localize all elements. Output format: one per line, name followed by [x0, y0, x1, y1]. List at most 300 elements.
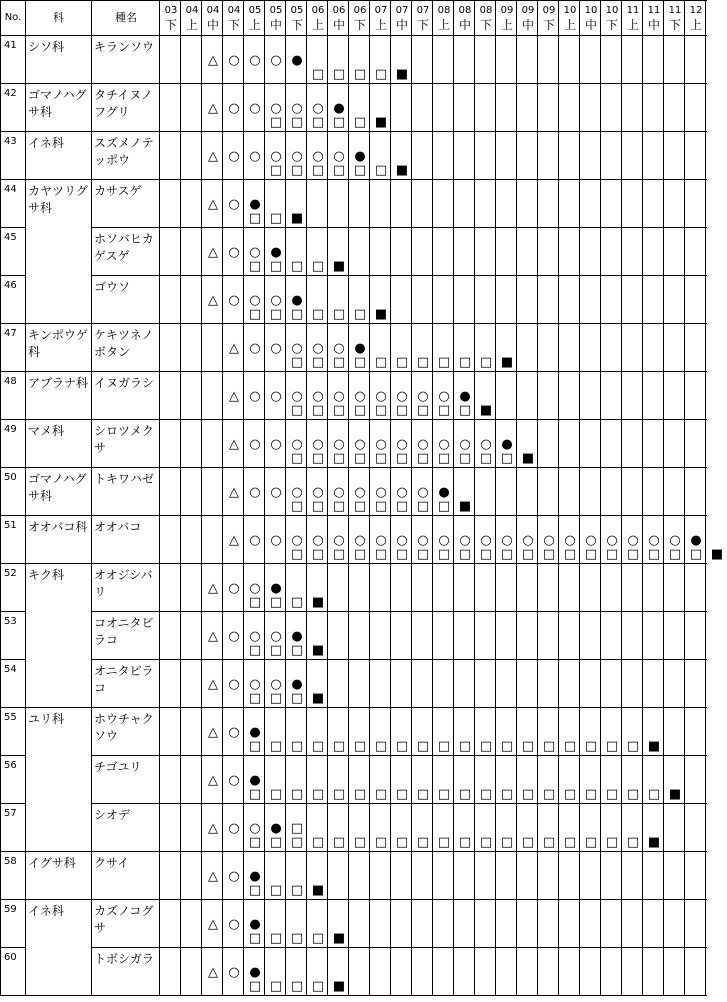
flowering-peak-mark: ● — [291, 677, 303, 692]
grid-line-v — [705, 0, 706, 996]
growth-mark: ○ — [270, 53, 282, 68]
presence-square: □ — [542, 835, 556, 850]
end-mark: ■ — [458, 499, 472, 514]
species-name: クサイ — [94, 856, 130, 870]
presence-square: □ — [395, 355, 409, 370]
presence-square: □ — [290, 307, 304, 322]
header-period-month: 11 — [647, 5, 661, 16]
header-period-month: 11 — [668, 5, 682, 16]
growth-mark: ○ — [270, 101, 282, 116]
header-period-month: 12 — [689, 5, 703, 16]
growth-mark: ○ — [249, 245, 261, 260]
presence-square: □ — [332, 451, 346, 466]
growth-mark: ○ — [228, 245, 240, 260]
presence-square: □ — [290, 835, 304, 850]
grid-line-v — [537, 0, 538, 996]
grid-line-v — [579, 0, 580, 996]
species-name: スズメノテッポウ — [94, 136, 154, 167]
presence-square: □ — [437, 739, 451, 754]
growth-mark: ○ — [375, 485, 387, 500]
end-mark: ■ — [668, 787, 682, 802]
presence-square: □ — [416, 547, 430, 562]
germination-mark: △ — [208, 581, 218, 596]
header-period-month: 06 — [332, 5, 346, 16]
presence-square: □ — [416, 835, 430, 850]
grid-line-h — [92, 179, 707, 180]
growth-mark: ○ — [375, 533, 387, 548]
end-mark: ■ — [395, 67, 409, 82]
growth-mark: ○ — [396, 533, 408, 548]
presence-square: □ — [500, 835, 514, 850]
grid-line-v — [285, 0, 286, 996]
growth-mark: ○ — [438, 389, 450, 404]
grid-line-v — [621, 0, 622, 996]
end-mark: ■ — [710, 547, 724, 562]
species-name: チゴユリ — [94, 760, 142, 774]
presence-square: □ — [311, 403, 325, 418]
presence-square: □ — [290, 115, 304, 130]
growth-mark: ○ — [333, 149, 345, 164]
germination-mark: △ — [208, 101, 218, 116]
row-number: 55 — [4, 712, 17, 723]
growth-mark: ○ — [396, 389, 408, 404]
header-period-part: 上 — [374, 18, 387, 32]
end-mark: ■ — [290, 211, 304, 226]
growth-mark: ○ — [270, 437, 282, 452]
header-period-part: 上 — [437, 18, 450, 32]
species-name: オオジシバリ — [94, 568, 153, 599]
grid-line-h — [0, 131, 26, 132]
presence-square: □ — [290, 451, 304, 466]
presence-square: □ — [353, 451, 367, 466]
species-name: オニタビラコ — [94, 664, 154, 695]
presence-square: □ — [269, 835, 283, 850]
presence-square: □ — [500, 787, 514, 802]
grid-line-h — [0, 611, 26, 612]
grid-line-v — [369, 0, 370, 996]
grid-line-h — [92, 467, 707, 468]
row-number: 45 — [4, 232, 17, 243]
germination-mark: △ — [208, 149, 218, 164]
growth-mark: ○ — [501, 533, 513, 548]
growth-mark: ○ — [354, 437, 366, 452]
presence-square: □ — [311, 499, 325, 514]
presence-square: □ — [374, 499, 388, 514]
presence-square: □ — [437, 451, 451, 466]
presence-square: □ — [479, 547, 493, 562]
family-name: キンポウゲ科 — [28, 328, 88, 359]
presence-square: □ — [332, 787, 346, 802]
grid-line-v — [243, 0, 244, 996]
presence-square: □ — [311, 451, 325, 466]
presence-square: □ — [458, 403, 472, 418]
species-name: トキワハゼ — [94, 472, 155, 486]
growth-mark: ○ — [459, 437, 471, 452]
presence-square: □ — [248, 979, 262, 994]
species-name: ホウチャクソウ — [94, 712, 154, 743]
presence-square: □ — [605, 739, 619, 754]
presence-square: □ — [290, 821, 304, 836]
grid-line-h — [0, 659, 26, 660]
growth-mark: ○ — [459, 533, 471, 548]
flowering-peak-mark: ● — [354, 149, 366, 164]
presence-square: □ — [248, 211, 262, 226]
presence-square: □ — [458, 835, 472, 850]
grid-line-h — [25, 707, 93, 708]
grid-line-v — [558, 0, 559, 996]
end-mark: ■ — [311, 691, 325, 706]
header-species: 種名 — [115, 11, 137, 24]
end-mark: ■ — [311, 595, 325, 610]
end-mark: ■ — [332, 259, 346, 274]
presence-square: □ — [395, 451, 409, 466]
grid-line-h — [0, 563, 26, 564]
growth-mark: ○ — [312, 101, 324, 116]
presence-square: □ — [290, 355, 304, 370]
grid-line-h — [0, 803, 26, 804]
header-period-month: 06 — [311, 5, 325, 16]
presence-square: □ — [458, 355, 472, 370]
species-name: ホソバヒカゲスゲ — [94, 232, 154, 263]
grid-line-v — [684, 0, 685, 996]
header-period-part: 中 — [584, 18, 597, 32]
growth-mark: ○ — [249, 149, 261, 164]
presence-square: □ — [248, 691, 262, 706]
grid-line-h — [92, 851, 707, 852]
presence-square: □ — [647, 787, 661, 802]
grid-line-v — [91, 0, 92, 996]
family-name: マメ科 — [28, 424, 65, 438]
growth-mark: ○ — [291, 389, 303, 404]
grid-line-v — [201, 0, 202, 996]
growth-mark: ○ — [396, 437, 408, 452]
germination-mark: △ — [229, 341, 239, 356]
growth-mark: ○ — [522, 533, 534, 548]
grid-line-h — [92, 611, 707, 612]
growth-mark: ○ — [228, 821, 240, 836]
grid-line-h — [25, 467, 93, 468]
presence-square: □ — [311, 307, 325, 322]
germination-mark: △ — [208, 869, 218, 884]
presence-square: □ — [437, 835, 451, 850]
header-period-part: 中 — [395, 18, 408, 32]
header-period-month: 10 — [563, 5, 577, 16]
row-number: 56 — [4, 760, 17, 771]
growth-mark: ○ — [669, 533, 681, 548]
presence-square: □ — [458, 739, 472, 754]
grid-line-h — [0, 755, 26, 756]
presence-square: □ — [458, 547, 472, 562]
growth-mark: ○ — [648, 533, 660, 548]
presence-square: □ — [374, 835, 388, 850]
grid-line-v — [411, 0, 412, 996]
grid-line-v — [327, 0, 328, 996]
growth-mark: ○ — [228, 101, 240, 116]
presence-square: □ — [563, 835, 577, 850]
presence-square: □ — [290, 259, 304, 274]
growth-mark: ○ — [228, 629, 240, 644]
grid-line-h — [92, 899, 707, 900]
presence-square: □ — [290, 979, 304, 994]
growth-mark: ○ — [480, 533, 492, 548]
header-period-part: 下 — [542, 18, 555, 32]
growth-mark: ○ — [228, 773, 240, 788]
germination-mark: △ — [208, 965, 218, 980]
presence-square: □ — [269, 115, 283, 130]
flowering-peak-mark: ● — [501, 437, 513, 452]
presence-square: □ — [353, 499, 367, 514]
growth-mark: ○ — [312, 485, 324, 500]
growth-mark: ○ — [312, 533, 324, 548]
header-period-part: 上 — [626, 18, 639, 32]
species-name: キランソウ — [94, 40, 155, 54]
presence-square: □ — [542, 547, 556, 562]
presence-square: □ — [311, 835, 325, 850]
species-name: カサスゲ — [94, 184, 142, 198]
presence-square: □ — [269, 163, 283, 178]
presence-square: □ — [500, 547, 514, 562]
presence-square: □ — [647, 547, 661, 562]
presence-square: □ — [290, 787, 304, 802]
presence-square: □ — [479, 787, 493, 802]
grid-line-h — [25, 179, 93, 180]
grid-line-v — [25, 0, 26, 996]
grid-line-h — [92, 275, 707, 276]
header-period-month: 10 — [584, 5, 598, 16]
presence-square: □ — [521, 739, 535, 754]
presence-square: □ — [269, 787, 283, 802]
header-period-part: 中 — [269, 18, 282, 32]
grid-line-h — [0, 179, 26, 180]
growth-mark: ○ — [291, 437, 303, 452]
presence-square: □ — [374, 355, 388, 370]
species-name: オオバコ — [94, 520, 142, 534]
growth-mark: ○ — [249, 389, 261, 404]
presence-square: □ — [353, 787, 367, 802]
header-period-part: 下 — [416, 18, 429, 32]
header-period-month: 04 — [206, 5, 220, 16]
grid-line-v — [516, 0, 517, 996]
growth-mark: ○ — [375, 389, 387, 404]
presence-square: □ — [521, 835, 535, 850]
presence-square: □ — [248, 307, 262, 322]
presence-square: □ — [500, 739, 514, 754]
presence-square: □ — [248, 595, 262, 610]
germination-mark: △ — [208, 629, 218, 644]
flowering-peak-mark: ● — [291, 53, 303, 68]
header-period-part: 上 — [500, 18, 513, 32]
presence-square: □ — [626, 739, 640, 754]
grid-line-h — [92, 659, 707, 660]
growth-mark: ○ — [417, 437, 429, 452]
growth-mark: ○ — [228, 581, 240, 596]
header-period-month: 07 — [374, 5, 388, 16]
growth-mark: ○ — [228, 293, 240, 308]
grid-line-h — [25, 371, 93, 372]
growth-mark: ○ — [333, 533, 345, 548]
growth-mark: ○ — [312, 437, 324, 452]
growth-mark: ○ — [249, 533, 261, 548]
growth-mark: ○ — [228, 53, 240, 68]
growth-mark: ○ — [270, 389, 282, 404]
presence-square: □ — [626, 787, 640, 802]
grid-line-h — [25, 515, 93, 516]
presence-square: □ — [269, 307, 283, 322]
growth-mark: ○ — [249, 485, 261, 500]
presence-square: □ — [395, 835, 409, 850]
row-number: 52 — [4, 568, 17, 579]
end-mark: ■ — [647, 835, 661, 850]
presence-square: □ — [353, 835, 367, 850]
grid-line-v — [390, 0, 391, 996]
grid-line-h — [92, 323, 707, 324]
header-period-month: 11 — [626, 5, 640, 16]
presence-square: □ — [248, 931, 262, 946]
growth-mark: ○ — [291, 485, 303, 500]
presence-square: □ — [416, 403, 430, 418]
presence-square: □ — [290, 643, 304, 658]
grid-line-h — [0, 515, 26, 516]
header-period-month: 08 — [479, 5, 493, 16]
presence-square: □ — [395, 403, 409, 418]
growth-mark: ○ — [270, 341, 282, 356]
presence-square: □ — [626, 835, 640, 850]
presence-square: □ — [311, 115, 325, 130]
grid-line-h — [0, 419, 26, 420]
grid-line-v — [222, 0, 223, 996]
header-period-part: 中 — [458, 18, 471, 32]
presence-square: □ — [353, 67, 367, 82]
presence-square: □ — [332, 547, 346, 562]
end-mark: ■ — [479, 403, 493, 418]
species-name: トボシガラ — [94, 952, 155, 966]
germination-mark: △ — [208, 917, 218, 932]
growth-mark: ○ — [270, 677, 282, 692]
presence-square: □ — [290, 547, 304, 562]
presence-square: □ — [374, 739, 388, 754]
presence-square: □ — [290, 883, 304, 898]
presence-square: □ — [605, 835, 619, 850]
presence-square: □ — [395, 739, 409, 754]
grid-line-h — [25, 131, 93, 132]
presence-square: □ — [605, 547, 619, 562]
growth-mark: ○ — [249, 101, 261, 116]
row-number: 44 — [4, 184, 17, 195]
germination-mark: △ — [208, 293, 218, 308]
presence-square: □ — [269, 259, 283, 274]
presence-square: □ — [269, 931, 283, 946]
presence-square: □ — [395, 499, 409, 514]
header-period-month: 07 — [395, 5, 409, 16]
presence-square: □ — [269, 739, 283, 754]
grid-line-v — [348, 0, 349, 996]
germination-mark: △ — [229, 437, 239, 452]
family-name: シソ科 — [28, 40, 65, 54]
growth-mark: ○ — [417, 389, 429, 404]
grid-line-h — [92, 131, 707, 132]
presence-square: □ — [311, 547, 325, 562]
growth-mark: ○ — [564, 533, 576, 548]
header-period-part: 上 — [563, 18, 576, 32]
header-period-part: 中 — [206, 18, 219, 32]
header-period-month: 08 — [437, 5, 451, 16]
growth-mark: ○ — [270, 293, 282, 308]
presence-square: □ — [458, 451, 472, 466]
germination-mark: △ — [208, 245, 218, 260]
presence-square: □ — [689, 547, 703, 562]
growth-mark: ○ — [354, 485, 366, 500]
header-period-part: 中 — [521, 18, 534, 32]
presence-square: □ — [374, 787, 388, 802]
header-period-part: 下 — [164, 18, 177, 32]
header-period-part: 中 — [332, 18, 345, 32]
presence-square: □ — [395, 787, 409, 802]
grid-line-h — [25, 851, 93, 852]
presence-square: □ — [668, 547, 682, 562]
presence-square: □ — [332, 67, 346, 82]
germination-mark: △ — [208, 197, 218, 212]
flowering-peak-mark: ● — [354, 341, 366, 356]
growth-mark: ○ — [249, 53, 261, 68]
end-mark: ■ — [395, 163, 409, 178]
grid-line-h — [92, 803, 707, 804]
presence-square: □ — [311, 787, 325, 802]
presence-square: □ — [311, 979, 325, 994]
presence-square: □ — [353, 355, 367, 370]
header-period-month: 03 — [164, 5, 178, 16]
growth-mark: ○ — [270, 629, 282, 644]
growth-mark: ○ — [312, 389, 324, 404]
growth-mark: ○ — [291, 149, 303, 164]
flowering-peak-mark: ● — [249, 773, 261, 788]
growth-mark: ○ — [291, 101, 303, 116]
row-number: 42 — [4, 88, 17, 99]
grid-line-h — [92, 371, 707, 372]
grid-line-h — [92, 515, 707, 516]
presence-square: □ — [437, 355, 451, 370]
header-period-part: 上 — [185, 18, 198, 32]
grid-line-h — [92, 707, 707, 708]
row-number: 43 — [4, 136, 17, 147]
family-name: カヤツリグサ科 — [28, 184, 88, 215]
family-name: イネ科 — [28, 136, 64, 150]
presence-square: □ — [311, 355, 325, 370]
presence-square: □ — [584, 547, 598, 562]
grid-line-h — [92, 563, 707, 564]
growth-mark: ○ — [249, 581, 261, 596]
growth-mark: ○ — [228, 869, 240, 884]
presence-square: □ — [542, 787, 556, 802]
presence-square: □ — [416, 451, 430, 466]
end-mark: ■ — [311, 643, 325, 658]
header-period-part: 中 — [647, 18, 660, 32]
growth-mark: ○ — [228, 965, 240, 980]
grid-line-h — [25, 899, 93, 900]
presence-square: □ — [563, 739, 577, 754]
grid-line-h — [0, 323, 26, 324]
flowering-peak-mark: ● — [249, 725, 261, 740]
presence-square: □ — [416, 739, 430, 754]
row-number: 46 — [4, 280, 17, 291]
growth-mark: ○ — [249, 629, 261, 644]
presence-square: □ — [521, 547, 535, 562]
flowering-peak-mark: ● — [690, 533, 702, 548]
presence-square: □ — [458, 787, 472, 802]
growth-mark: ○ — [333, 389, 345, 404]
species-name: タチイヌノフグリ — [94, 88, 153, 119]
species-name: ケキツネノボタン — [94, 328, 154, 359]
grid-line-v — [663, 0, 664, 996]
